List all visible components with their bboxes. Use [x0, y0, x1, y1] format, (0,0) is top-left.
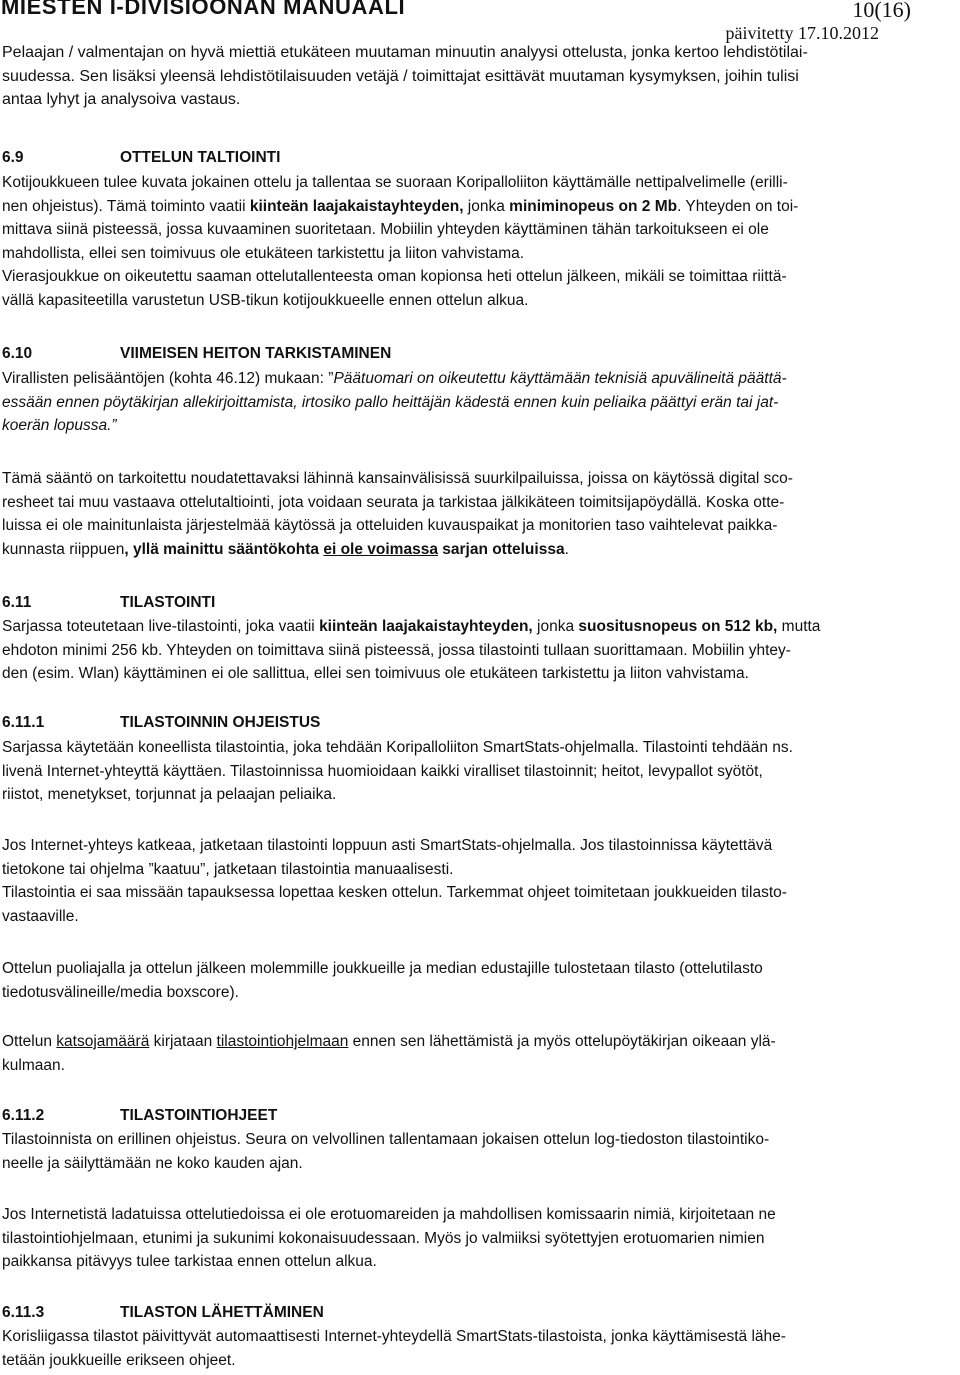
text-line [2, 195, 955, 219]
text-line: Jos Internet-yhteys katkeaa, jatketaan tilastointi loppuun asti SmartStats-ohjelmalla. Jos tilastoinnissa käytettävä [2, 837, 773, 854]
intro-paragraph [2, 41, 955, 112]
section-number: 6.11.1 [2, 714, 45, 731]
text-line: ehdoton minimi 256 kb. Yhteyden on toimittava siinä pisteessä, jossa tilastointi tullaan suorittamaan. Mobiilin yhtey- [2, 641, 791, 659]
text-line: Kotijoukkueen tulee kuvata jokainen ottelu ja tallentaa se suoraan Koripalloliiton käyttämälle nettipalvelimelle (erilli- [2, 174, 788, 191]
section-title: TILASTON LÄHETTÄMINEN [120, 1304, 324, 1321]
text-line [2, 391, 955, 415]
section-heading-6-11-3 [2, 1301, 955, 1325]
text-line: riistot, menetykset, torjunnat ja pelaajan peliaika. [2, 786, 337, 803]
section-number: 6.11.2 [2, 1107, 45, 1124]
section-title: OTTELUN TALTIOINTI [120, 149, 281, 166]
text-line: Ottelun puoliajalla ja ottelun jälkeen molemmille joukkueille ja median edustajille tulostetaan tilasto (ottelutilasto [2, 960, 763, 977]
text-line: den (esim. Wlan) käyttäminen ei ole sallittua, ellei sen toimivuus ole etukäteen tarkistettu ja liiton vahvistama. [2, 665, 749, 682]
underlined-span: tilastointiohjelmaan [216, 1033, 349, 1050]
section-6-9-body [2, 171, 955, 312]
section-title: TILASTOINTI [120, 594, 216, 611]
text-line: antaa lyhyt ja analysoiva vastaus. [2, 91, 241, 108]
bold-span: sarjan otteluissa [437, 540, 565, 558]
text-span: kunnasta riippuen [2, 540, 125, 558]
text-line: Jos Internetistä ladatuissa ottelutiedoissa ei ole erotuomareiden ja mahdollisen komissaarin nimiä, kirjoitetaan ne [2, 1206, 776, 1223]
section-6-10-body [2, 367, 955, 438]
section-title: TILASTOINNIN OHJEISTUS [120, 714, 321, 731]
italic-span: koerän lopussa.” [2, 417, 117, 434]
text-span: Sarjassa toteutetaan live-tilastointi, joka vaatii [2, 618, 320, 635]
text-span: jonka [532, 618, 579, 635]
section-heading-6-9 [2, 146, 955, 170]
bold-span: kiinteän laajakaistayhteyden, [319, 618, 533, 635]
text-span: nen ohjeistus). Tämä toiminto vaatii [2, 197, 250, 215]
section-6-11-1-body [2, 736, 955, 807]
section-6-11-1-body-3 [2, 957, 955, 1004]
section-number: 6.10 [2, 345, 33, 362]
section-number: 6.9 [2, 149, 24, 166]
text-line: paikkansa pitävyys tulee tarkistaa ennen ottelun alkua. [2, 1253, 377, 1270]
text-line: suudessa. Sen lisäksi yleensä lehdistötilaisuuden vetäjä / toimittajat esittävät muutaman kysymyksen, joihin tulisi [2, 67, 799, 85]
text-line: Vierasjoukkue on oikeutettu saaman ottelutallenteesta oman kopionsa heti ottelun jälkeen, mikäli se toimittaa riittä- [2, 268, 787, 285]
text-line: tietokone tai ohjelma ”kaatuu”, jatketaan tilastointia manuaalisesti. [2, 860, 454, 878]
section-6-11-body [2, 615, 955, 686]
section-heading-6-11-1 [2, 711, 955, 735]
text-line: resheet tai muu vastaava ottelutaltiointi, jota voidaan seurata ja tarkistaa jälkikäteen toimitsijapöydällä. Koska otte- [2, 493, 785, 511]
text-line: Tämä sääntö on tarkoitettu noudatettavaksi lähinnä kansainvälisissä suurkilpailuissa, joissa on käytössä digital sco- [2, 470, 793, 487]
section-6-11-1-body-4 [2, 1030, 955, 1077]
section-6-11-3-body [2, 1325, 955, 1372]
text-line: tetään joukkueille erikseen ohjeet. [2, 1351, 236, 1369]
text-line: tiedotusvälineille/media boxscore). [2, 983, 239, 1001]
text-span: Ottelun [2, 1033, 57, 1050]
manual-title: MIESTEN I-DIVISIOONAN MANUAALI [1, 0, 406, 19]
page-number: 10(16) [852, 0, 911, 22]
text-span: jonka [463, 197, 510, 215]
section-heading-6-11 [2, 591, 955, 615]
section-6-11-2-body-2 [2, 1203, 955, 1274]
section-6-11-1-body-2 [2, 834, 955, 928]
underlined-span: katsojamäärä [56, 1033, 150, 1050]
bold-span: miniminopeus on 2 Mb [509, 197, 678, 215]
text-line: luissa ei ole mainitunlaista järjestelmää käytössä ja otteluiden kuvauspaikat ja monitorien taso vaihtelevat paikka- [2, 517, 778, 534]
text-line: livenä Internet-yhteyttä käyttäen. Tilastoinnissa huomioidaan kaikki viralliset tilastoinnit; heitot, levypallot syötöt, [2, 762, 763, 780]
bold-span: suositusnopeus on 512 kb, [578, 618, 778, 635]
text-line: vastaaville. [2, 907, 79, 925]
text-line [2, 615, 955, 639]
text-line [2, 367, 955, 391]
bold-span: kiinteän laajakaistayhteyden, [249, 197, 464, 215]
text-line: neelle ja säilyttämään ne koko kauden ajan. [2, 1154, 303, 1172]
text-line: tilastointiohjelmaan, etunimi ja sukunimi kokonaisuudessaan. Myös jo valmiiksi syötettyjen erotuomarien nimien [2, 1229, 765, 1247]
text-span: . [564, 540, 569, 558]
text-line: Sarjassa käytetään koneellista tilastointia, joka tehdään Koripalloliiton SmartStats-ohjelmalla. Tilastointi tehdään ns. [2, 739, 793, 756]
bold-span: , yllä mainittu sääntökohta [124, 540, 324, 558]
text-line: Pelaajan / valmentajan on hyvä miettiä etukäteen muutaman minuutin analyysi ottelusta, jonka kertoo lehdistötilai- [2, 44, 808, 61]
text-line: Korisliigassa tilastot päivittyvät automaattisesti Internet-yhteydellä SmartStats-tilastoista, jonka käyttämisestä lähe- [2, 1328, 786, 1345]
text-line: vällä kapasiteetilla varustetun USB-tikun kotijoukkueelle ennen ottelun alkua. [2, 291, 529, 309]
text-line: mahdollista, ellei sen toimivuus ole etukäteen tarkistettu ja liiton vahvistama. [2, 244, 525, 262]
text-line: Tilastoinnista on erillinen ohjeistus. Seura on velvollinen tallentamaan jokaisen ottelun log-tiedoston tilastointiko- [2, 1131, 770, 1148]
text-span: . Yhteyden on toi- [677, 197, 799, 215]
text-line: Tilastointia ei saa missään tapauksessa lopettaa kesken ottelun. Tarkemmat ohjeet toimitetaan joukkueiden tilasto- [2, 884, 787, 901]
text-line [2, 414, 955, 438]
text-line [2, 1030, 955, 1054]
bold-underlined-span: ei ole voimassa [323, 540, 438, 558]
section-heading-6-11-2 [2, 1104, 955, 1128]
section-title: VIIMEISEN HEITON TARKISTAMINEN [120, 345, 392, 362]
section-number: 6.11.3 [2, 1304, 45, 1321]
text-span: mutta [777, 618, 821, 635]
text-line [2, 538, 955, 562]
italic-span: Päätuomari on oikeutettu käyttämään teknisiä apuvälineitä päättä- [333, 370, 787, 387]
italic-span: essään ennen pöytäkirjan allekirjoittamista, irtosiko pallo heittäjän kädestä ennen kuin peliaika päättyi erän tai jat- [2, 393, 779, 411]
text-line: kulmaan. [2, 1056, 65, 1074]
text-line: mittava siinä pisteessä, jossa kuvaaminen suoritetaan. Mobiilin yhteyden käyttäminen tähän tarkoitukseen ei ole [2, 221, 769, 238]
text-span: ennen sen lähettämistä ja myös ottelupöytäkirjan oikeaan ylä- [348, 1033, 776, 1050]
text-span: kirjataan [149, 1033, 217, 1050]
text-span: Virallisten pelisääntöjen (kohta 46.12) mukaan: ” [2, 370, 334, 387]
section-heading-6-10 [2, 342, 955, 366]
updated-date: päivitetty 17.10.2012 [725, 23, 879, 43]
section-number: 6.11 [2, 594, 32, 611]
section-6-11-2-body [2, 1128, 955, 1175]
section-title: TILASTOINTIOHJEET [120, 1107, 278, 1124]
section-6-10-body-2 [2, 467, 955, 561]
